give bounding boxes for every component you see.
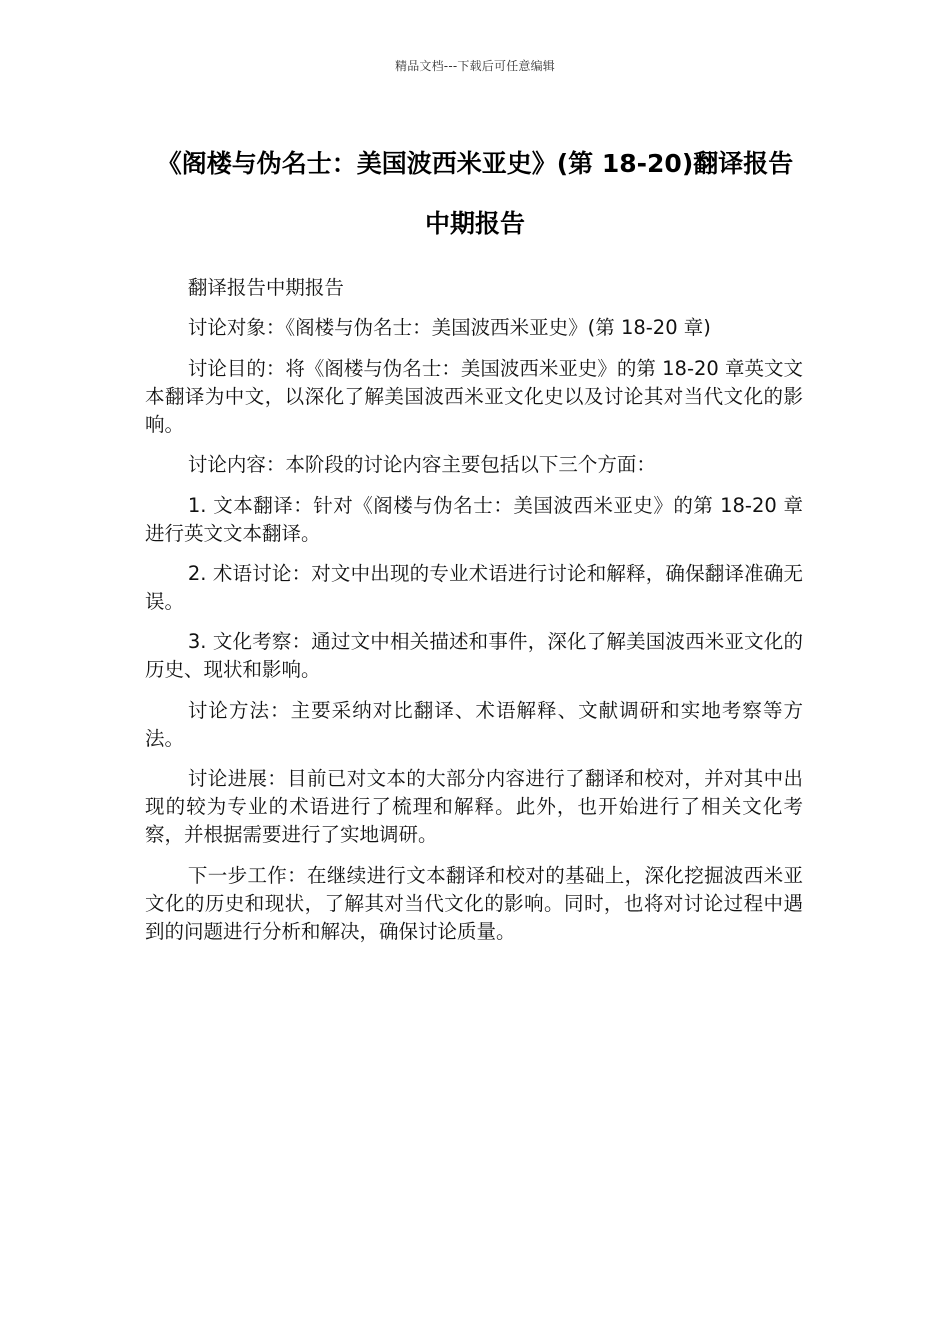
paragraph-progress: 讨论进展：目前已对文本的大部分内容进行了翻译和校对，并对其中出现的较为专业的术语进行了梳理和解释。此外，也开始进行了相关文化考察，并根据需要进行了实地调研。 [145, 767, 803, 847]
paragraph-heading: 翻译报告中期报告 [187, 276, 344, 299]
header-note: 精品文档---下载后可任意编辑 [395, 59, 555, 73]
paragraph-item-2: 2. 术语讨论：对文中出现的专业术语进行讨论和解释，确保翻译准确无误。 [145, 561, 803, 613]
paragraph-content: 讨论内容：本阶段的讨论内容主要包括以下三个方面： [187, 453, 656, 477]
document-title: 《阁楼与伪名士：美国波西米亚史》(第 18-20)翻译报告中期报告 [156, 149, 794, 238]
paragraph-item-3: 3. 文化考察：通过文中相关描述和事件，深化了解美国波西米亚文化的历史、现状和影响。 [145, 630, 803, 682]
paragraph-method: 讨论方法：主要采纳对比翻译、术语解释、文献调研和实地考察等方法。 [145, 698, 803, 750]
paragraph-next-steps: 下一步工作：在继续进行文本翻译和校对的基础上，深化挖掘波西米亚文化的历史和现状，了解其对当代文化的影响。同时，也将对讨论过程中遇到的问题进行分析和解决，确保讨论质量。 [145, 863, 803, 943]
paragraph-purpose: 讨论目的：将《阁楼与伪名士：美国波西米亚史》的第 18-20 章英文文本翻译为中文，以深化了解美国波西米亚文化史以及讨论其对当代文化的影响。 [145, 356, 803, 436]
document-body [145, 274, 803, 958]
paragraph-item-1: 1. 文本翻译：针对《阁楼与伪名士：美国波西米亚史》的第 18-20 章进行英文文本翻译。 [145, 493, 803, 545]
paragraph-subject: 讨论对象：《阁楼与伪名士：美国波西米亚史》(第 18-20 章) [187, 316, 711, 340]
